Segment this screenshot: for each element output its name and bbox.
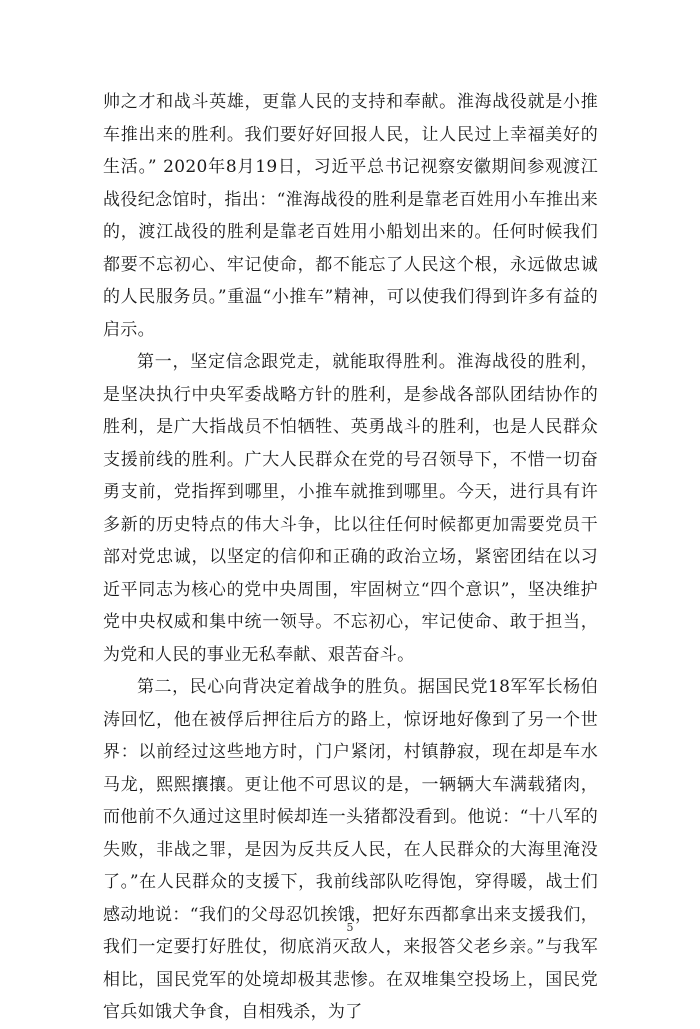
document-body (103, 86, 598, 1029)
paragraph-lead: 第一，坚定信念跟党走，就能取得胜利。 (137, 352, 457, 372)
paragraph-text: 帅之才和战斗英雄，更靠人民的支持和奉献。淮海战役就是小推车推出来的胜利。我们要好好回报人民，让人民过上幸福美好的生活。” 2020年8月19日，习近平总书记视察安徽期间参观渡江战役纪念馆时，指出：“淮海战役的胜利是靠老百姓用小车推出来的，渡江战役的胜利是靠老百姓用小船划出来的。任何时候我们都要不忘初心、牢记使命，都不能忘了人民这个根，永远做忠诚的人民服务员。”重温“小推车”精神，可以使我们得到许多有益的启示。 (103, 92, 598, 340)
paragraph-text: 淮海战役的胜利，是坚决执行中央军委战略方针的胜利，是参战各部队团结协作的胜利，是广大指战员不怕牺牲、英勇战斗的胜利，也是人民群众支援前线的胜利。广大人民群众在党的号召领导下，不惜一切奋勇支前，党指挥到哪里，小推车就推到哪里。今天，进行具有许多新的历史特点的伟大斗争，比以往任何时候都更加需要党员干部对党忠诚，以坚定的信仰和正确的政治立场，紧密团结在以习近平同志为核心的党中央周围，牢固树立“四个意识”，坚决维护党中央权威和集中统一领导。不忘初心，牢记使命、敢于担当，为党和人民的事业无私奉献、艰苦奋斗。 (103, 352, 599, 665)
paragraph-text: 据国民党18军军长杨伯涛回忆，他在被俘后押往后方的路上，惊讶地好像到了另一个世界：以前经过这些地方时，门户紧闭，村镇静寂，现在却是车水马龙，熙熙攘攘。更让他不可思议的是，一辆辆大车满载猪肉，而他前不久通过这里时候却连一头猪都没看到。他说：“十八军的失败，非战之罪，是因为反共反人民，在人民群众的大海里淹没了。”在人民群众的支援下，我前线部队吃得饱，穿得暖，战士们感动地说：“我们的父母忍饥挨饿，把好东西都拿出来支援我们，我们一定要打好胜仗，彻底消灭敌人，来报答父老乡亲。”与我军相比，国民党军的处境却极其悲惨。在双堆集空投场上，国民党官兵如饿犬争食，自相残杀，为了 (103, 677, 598, 1022)
page-number: 5 (346, 921, 354, 934)
paragraph-continuation (103, 86, 598, 346)
paragraph-point-two (103, 671, 598, 1029)
paragraph-lead: 第二，民心向背决定着战争的胜负。 (137, 677, 418, 697)
paragraph-point-one (103, 346, 598, 671)
